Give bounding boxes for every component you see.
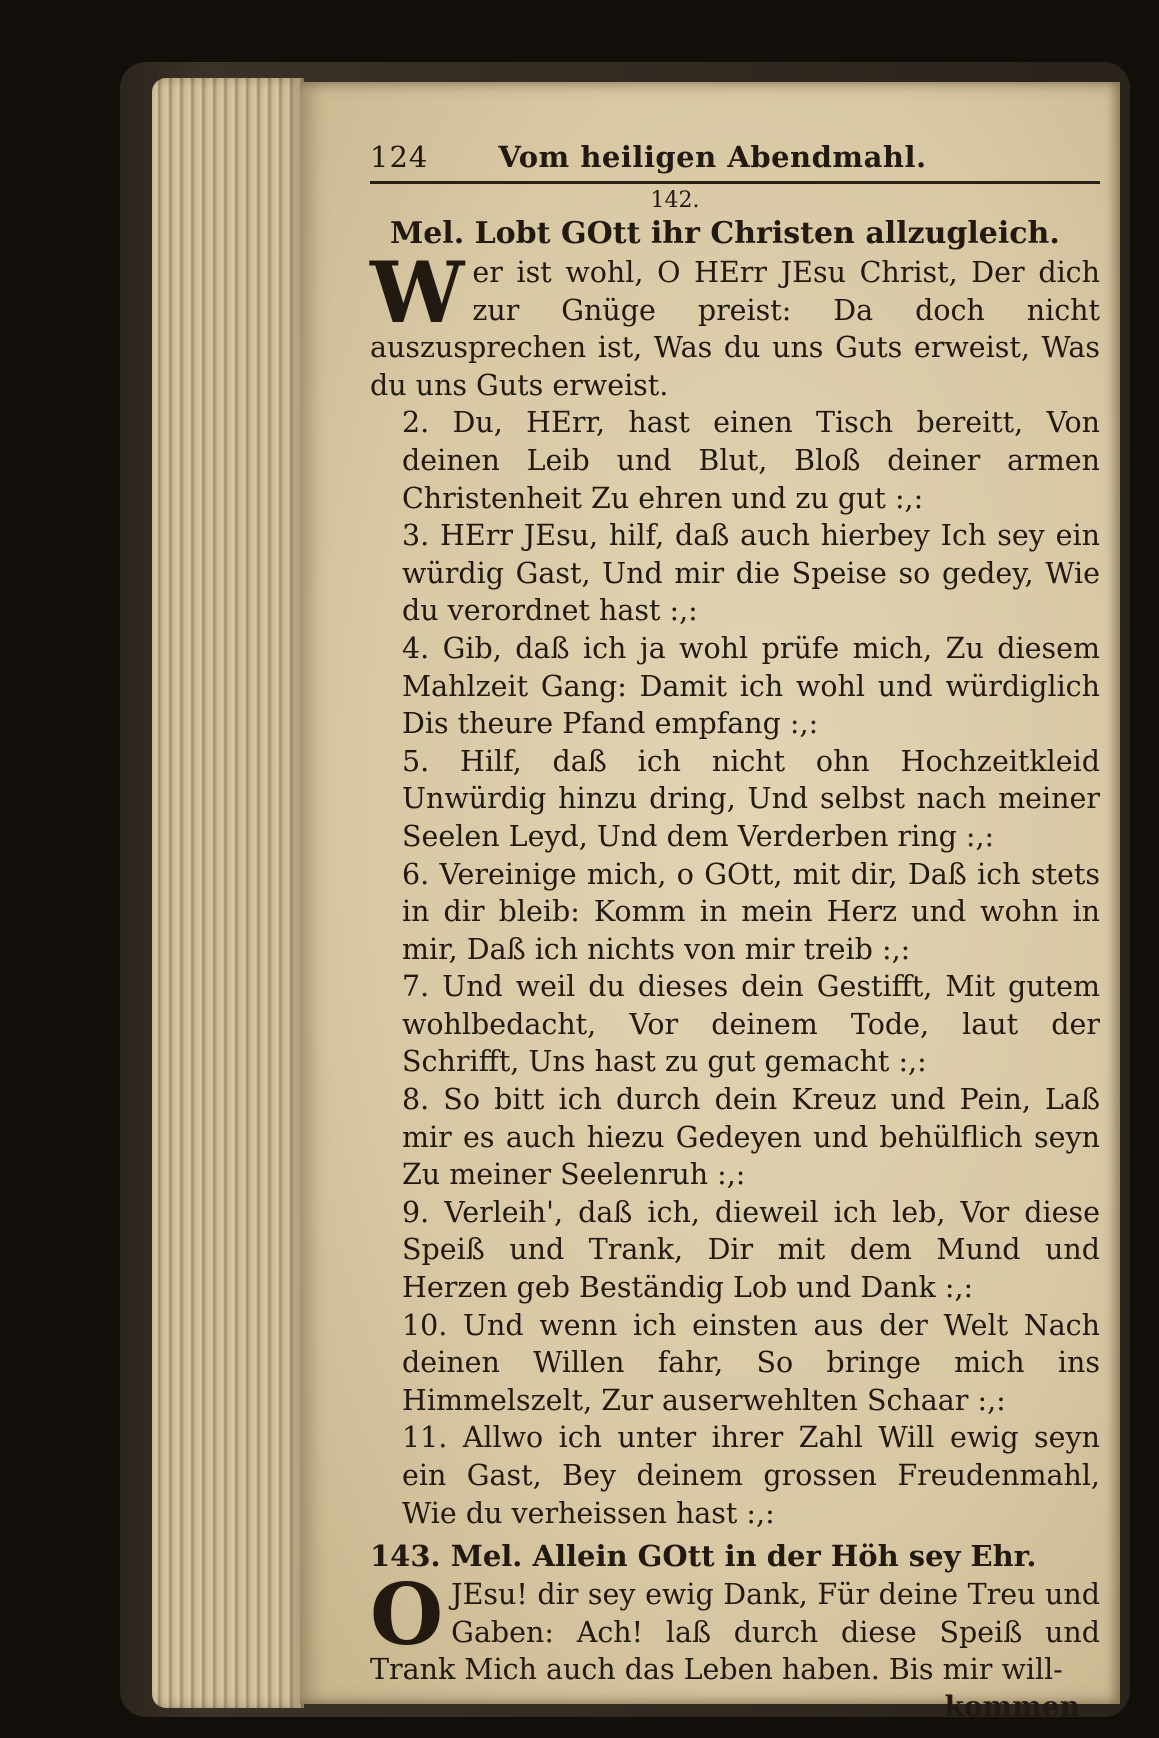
hymn-melody: Mel. Lobt GOtt ihr Christen allzugleich. [390, 216, 1060, 251]
verse-3: 3. HErr JEsu, hilf, daß auch hierbey Ich sey ein würdig Gast, Und mir die Speise so gedey, Wie du verordnet hast :,: [402, 519, 1100, 628]
page-text-block [370, 137, 1100, 1725]
verse-7: 7. Und weil du dieses dein Gestifft, Mit gutem wohlbedacht, Vor deinem Tode, laut der Schrifft, Uns hast zu gut gemacht :,: [402, 970, 1100, 1079]
page-number: 124 [370, 140, 429, 174]
verse-4: 4. Gib, daß ich ja wohl prüfe mich, Zu diesem Mahlzeit Gang: Damit ich wohl und würdiglich Dis theure Pfand empfang :,: [402, 631, 1100, 741]
verse-1 [370, 1565, 1100, 1689]
hymn-number: 142. [650, 188, 700, 213]
page-title: Vom heiligen Abendmahl. [498, 140, 927, 174]
hymn-143-verses [370, 1565, 1100, 1689]
verse-8: 8. So bitt ich durch dein Kreuz und Pein, Laß mir es auch hiezu Gedeyen und behülflich seyn Zu meiner Seelenruh :,: [402, 1083, 1100, 1192]
drop-cap: O [370, 1565, 444, 1665]
hymn-142-verses [370, 243, 1100, 1532]
drop-cap: W [370, 243, 465, 342]
hymn-143-melody: 143. Mel. Allein GOtt in der Höh sey Ehr. [370, 1539, 1037, 1574]
running-head [370, 137, 1100, 184]
verse-6: 6. Vereinige mich, o GOtt, mit dir, Daß ich stets in dir bleib: Komm in mein Herz und wohn in mir, Daß ich nichts von mir treib :,: [402, 857, 1100, 966]
book-page [300, 82, 1120, 1723]
page-edges [152, 78, 304, 1708]
verse-text: er ist wohl, O HErr JEsu Christ, Der dich zur Gnüge preist: Da doch nicht auszusprechen ist, Was du uns Guts erweist, Was du uns Guts erweist. [370, 256, 1100, 402]
verse-9: 9. Verleih', daß ich, dieweil ich leb, Vor diese Speiß und Trank, Dir mit dem Mund und Herzen geb Beständig Lob und Dank :,: [402, 1195, 1100, 1305]
verse-text: JEsu! dir sey ewig Dank, Für deine Treu und Gaben: Ach! laß durch diese Speiß und Trank Mich auch das Leben haben. Bis mir will- [370, 1578, 1100, 1687]
verse-1 [370, 243, 1100, 404]
catchword: kommen [944, 1689, 1080, 1723]
verse-2: 2. Du, HErr, hast einen Tisch bereitt, Von deinen Leib und Blut, Bloß deiner armen Christenheit Zu ehren und zu gut :,: [402, 406, 1100, 515]
verse-11: 11. Allwo ich unter ihrer Zahl Will ewig seyn ein Gast, Bey deinem grossen Freudenmahl, Wie du verheissen hast :,: [402, 1421, 1100, 1530]
verse-10: 10. Und wenn ich einsten aus der Welt Nach deinen Willen fahr, So bringe mich ins Himmelszelt, Zur auserwehlten Schaar :,: [402, 1308, 1100, 1417]
verse-5: 5. Hilf, daß ich nicht ohn Hochzeitkleid Unwürdig hinzu dring, Und selbst nach meiner Seelen Leyd, Und dem Verderben ring :,: [402, 744, 1100, 853]
